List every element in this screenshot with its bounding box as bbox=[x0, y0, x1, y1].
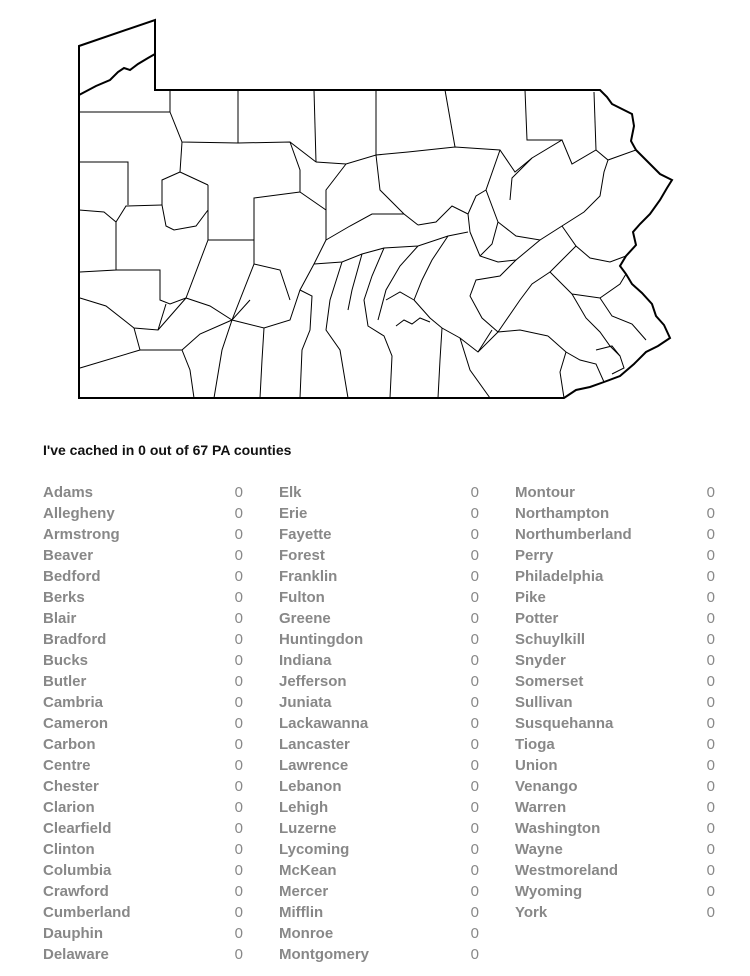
county-cache-count: 0 bbox=[706, 841, 715, 858]
cache-summary: I've cached in 0 out of 67 PA counties bbox=[43, 442, 292, 458]
county-name: Dauphin bbox=[43, 925, 103, 942]
county-name: Armstrong bbox=[43, 526, 120, 543]
county-cache-count: 0 bbox=[470, 610, 479, 627]
county-cache-count: 0 bbox=[470, 946, 479, 963]
county-cache-count: 0 bbox=[706, 904, 715, 921]
county-cache-count: 0 bbox=[706, 610, 715, 627]
county-row bbox=[43, 881, 243, 902]
county-name: Delaware bbox=[43, 946, 109, 963]
county-row bbox=[279, 650, 479, 671]
county-name: Elk bbox=[279, 484, 302, 501]
county-cache-count: 0 bbox=[234, 715, 243, 732]
county-name: Erie bbox=[279, 505, 308, 522]
county-row bbox=[279, 776, 479, 797]
county-cache-count: 0 bbox=[470, 694, 479, 711]
county-row bbox=[515, 881, 715, 902]
county-name: Butler bbox=[43, 673, 87, 690]
county-cache-count: 0 bbox=[234, 904, 243, 921]
county-cache-count: 0 bbox=[470, 568, 479, 585]
county-cache-count: 0 bbox=[470, 484, 479, 501]
county-cache-count: 0 bbox=[706, 568, 715, 585]
county-cache-count: 0 bbox=[234, 946, 243, 963]
county-row bbox=[279, 608, 479, 629]
county-cache-count: 0 bbox=[706, 820, 715, 837]
county-name: Schuylkill bbox=[515, 631, 586, 648]
county-name: Pike bbox=[515, 589, 546, 606]
county-row bbox=[279, 545, 479, 566]
county-row bbox=[43, 818, 243, 839]
county-row bbox=[43, 608, 243, 629]
county-row bbox=[279, 566, 479, 587]
county-cache-count: 0 bbox=[706, 631, 715, 648]
county-column-1 bbox=[43, 482, 243, 965]
county-row bbox=[279, 818, 479, 839]
county-name: Union bbox=[515, 757, 558, 774]
county-cache-count: 0 bbox=[706, 778, 715, 795]
county-name: Montgomery bbox=[279, 946, 369, 963]
county-cache-count: 0 bbox=[470, 673, 479, 690]
county-name: Perry bbox=[515, 547, 554, 564]
county-name: Lancaster bbox=[279, 736, 350, 753]
county-row bbox=[515, 818, 715, 839]
county-cache-count: 0 bbox=[234, 757, 243, 774]
state-outline bbox=[79, 20, 672, 398]
county-name: Centre bbox=[43, 757, 91, 774]
map-canvas bbox=[0, 0, 750, 420]
county-name: Mercer bbox=[279, 883, 329, 900]
county-row bbox=[515, 482, 715, 503]
county-name: Philadelphia bbox=[515, 568, 604, 585]
county-name: York bbox=[515, 904, 548, 921]
county-row bbox=[43, 671, 243, 692]
county-row bbox=[43, 587, 243, 608]
county-cache-count: 0 bbox=[234, 484, 243, 501]
county-name: Forest bbox=[279, 547, 325, 564]
county-row bbox=[515, 629, 715, 650]
county-cache-count: 0 bbox=[470, 820, 479, 837]
county-row bbox=[43, 545, 243, 566]
county-name: Northampton bbox=[515, 505, 610, 522]
county-name: Juniata bbox=[279, 694, 332, 711]
county-row bbox=[515, 839, 715, 860]
pennsylvania-county-map bbox=[0, 0, 750, 420]
county-cache-count: 0 bbox=[234, 736, 243, 753]
county-row bbox=[279, 587, 479, 608]
county-cache-count: 0 bbox=[470, 547, 479, 564]
county-row bbox=[279, 692, 479, 713]
county-row bbox=[43, 566, 243, 587]
county-name: Bedford bbox=[43, 568, 101, 585]
county-name: Somerset bbox=[515, 673, 584, 690]
county-cache-count: 0 bbox=[234, 925, 243, 942]
county-cache-count: 0 bbox=[234, 505, 243, 522]
county-cache-count: 0 bbox=[234, 862, 243, 879]
county-row bbox=[43, 503, 243, 524]
county-cache-count: 0 bbox=[234, 694, 243, 711]
county-row bbox=[43, 776, 243, 797]
county-row bbox=[515, 860, 715, 881]
county-name: Bradford bbox=[43, 631, 107, 648]
county-cache-count: 0 bbox=[470, 526, 479, 543]
county-name: Sullivan bbox=[515, 694, 573, 711]
county-row bbox=[515, 608, 715, 629]
county-row bbox=[515, 524, 715, 545]
county-name: Fulton bbox=[279, 589, 325, 606]
county-cache-count: 0 bbox=[470, 715, 479, 732]
county-name: Potter bbox=[515, 610, 559, 627]
county-row bbox=[279, 734, 479, 755]
county-column-3 bbox=[515, 482, 715, 923]
county-name: Lycoming bbox=[279, 841, 350, 858]
county-row bbox=[515, 545, 715, 566]
county-cache-count: 0 bbox=[234, 883, 243, 900]
county-name: Allegheny bbox=[43, 505, 115, 522]
county-row bbox=[515, 902, 715, 923]
county-row bbox=[515, 587, 715, 608]
county-row bbox=[43, 734, 243, 755]
county-row bbox=[279, 860, 479, 881]
county-row bbox=[279, 524, 479, 545]
county-name: Franklin bbox=[279, 568, 338, 585]
county-name: Montour bbox=[515, 484, 575, 501]
county-cache-count: 0 bbox=[234, 631, 243, 648]
county-row bbox=[515, 755, 715, 776]
county-row bbox=[279, 797, 479, 818]
county-cache-count: 0 bbox=[706, 757, 715, 774]
county-row bbox=[43, 860, 243, 881]
county-name: Cambria bbox=[43, 694, 104, 711]
county-name: Lehigh bbox=[279, 799, 329, 816]
county-name: Snyder bbox=[515, 652, 566, 669]
county-cache-count: 0 bbox=[706, 652, 715, 669]
county-cache-count: 0 bbox=[706, 505, 715, 522]
county-name: Warren bbox=[515, 799, 567, 816]
county-name: Venango bbox=[515, 778, 578, 795]
county-row bbox=[279, 503, 479, 524]
county-row bbox=[43, 524, 243, 545]
county-cache-count: 0 bbox=[234, 778, 243, 795]
county-row bbox=[43, 839, 243, 860]
county-name: Huntingdon bbox=[279, 631, 364, 648]
county-name: Carbon bbox=[43, 736, 96, 753]
county-name: Greene bbox=[279, 610, 331, 627]
county-name: Lebanon bbox=[279, 778, 342, 795]
county-name: Cameron bbox=[43, 715, 109, 732]
county-cache-count: 0 bbox=[470, 757, 479, 774]
county-name: Lackawanna bbox=[279, 715, 369, 732]
county-cache-count: 0 bbox=[706, 799, 715, 816]
county-row bbox=[515, 797, 715, 818]
county-row bbox=[43, 923, 243, 944]
county-row bbox=[279, 755, 479, 776]
county-row bbox=[279, 629, 479, 650]
county-name: Clearfield bbox=[43, 820, 112, 837]
county-row bbox=[515, 776, 715, 797]
county-name: Fayette bbox=[279, 526, 332, 543]
county-row bbox=[279, 671, 479, 692]
county-name: Berks bbox=[43, 589, 85, 606]
county-cache-count: 0 bbox=[234, 820, 243, 837]
county-cache-count: 0 bbox=[470, 652, 479, 669]
county-name: Tioga bbox=[515, 736, 555, 753]
county-row bbox=[43, 944, 243, 965]
county-row bbox=[43, 482, 243, 503]
county-cache-count: 0 bbox=[706, 862, 715, 879]
county-cache-count: 0 bbox=[706, 547, 715, 564]
county-name: Indiana bbox=[279, 652, 332, 669]
county-cache-count: 0 bbox=[706, 694, 715, 711]
county-name: Crawford bbox=[43, 883, 109, 900]
county-cache-count: 0 bbox=[706, 736, 715, 753]
county-row bbox=[279, 881, 479, 902]
county-name: Susquehanna bbox=[515, 715, 614, 732]
county-cache-count: 0 bbox=[706, 484, 715, 501]
county-cache-count: 0 bbox=[234, 568, 243, 585]
county-cache-count: 0 bbox=[470, 862, 479, 879]
county-name: Washington bbox=[515, 820, 601, 837]
county-row bbox=[515, 650, 715, 671]
county-cache-count: 0 bbox=[470, 925, 479, 942]
county-name: Chester bbox=[43, 778, 99, 795]
county-cache-count: 0 bbox=[470, 904, 479, 921]
county-row bbox=[43, 650, 243, 671]
county-row bbox=[279, 923, 479, 944]
county-cache-count: 0 bbox=[470, 505, 479, 522]
county-name: Westmoreland bbox=[515, 862, 619, 879]
county-cache-count: 0 bbox=[706, 883, 715, 900]
county-name: Lawrence bbox=[279, 757, 349, 774]
county-row bbox=[279, 713, 479, 734]
county-name: Wyoming bbox=[515, 883, 583, 900]
county-row bbox=[279, 944, 479, 965]
county-name: Luzerne bbox=[279, 820, 337, 837]
county-cache-count: 0 bbox=[706, 715, 715, 732]
county-row bbox=[515, 692, 715, 713]
county-cache-count: 0 bbox=[706, 589, 715, 606]
county-row bbox=[515, 671, 715, 692]
county-row bbox=[43, 902, 243, 923]
county-row bbox=[43, 797, 243, 818]
county-cache-count: 0 bbox=[470, 631, 479, 648]
county-cache-count: 0 bbox=[234, 799, 243, 816]
county-cache-count: 0 bbox=[706, 526, 715, 543]
county-name: Blair bbox=[43, 610, 77, 627]
county-cache-count: 0 bbox=[234, 547, 243, 564]
county-name: McKean bbox=[279, 862, 337, 879]
county-column-2 bbox=[279, 482, 479, 965]
county-cache-count: 0 bbox=[470, 883, 479, 900]
county-row bbox=[43, 629, 243, 650]
county-name: Cumberland bbox=[43, 904, 131, 921]
county-cache-count: 0 bbox=[234, 526, 243, 543]
county-name: Clinton bbox=[43, 841, 95, 858]
county-name: Monroe bbox=[279, 925, 334, 942]
county-name: Mifflin bbox=[279, 904, 324, 921]
county-cache-count: 0 bbox=[470, 736, 479, 753]
county-name: Jefferson bbox=[279, 673, 347, 690]
county-cache-count: 0 bbox=[470, 778, 479, 795]
county-row bbox=[515, 566, 715, 587]
county-cache-count: 0 bbox=[470, 841, 479, 858]
county-row bbox=[279, 482, 479, 503]
county-name: Bucks bbox=[43, 652, 89, 669]
county-row bbox=[43, 713, 243, 734]
county-cache-count: 0 bbox=[234, 841, 243, 858]
county-row bbox=[515, 713, 715, 734]
county-cache-count: 0 bbox=[234, 610, 243, 627]
county-row bbox=[279, 902, 479, 923]
county-name: Clarion bbox=[43, 799, 95, 816]
county-name: Beaver bbox=[43, 547, 94, 564]
county-name: Columbia bbox=[43, 862, 112, 879]
county-cache-count: 0 bbox=[470, 589, 479, 606]
county-cache-count: 0 bbox=[234, 652, 243, 669]
county-cache-count: 0 bbox=[470, 799, 479, 816]
county-cache-count: 0 bbox=[234, 673, 243, 690]
county-row bbox=[515, 503, 715, 524]
county-name: Northumberland bbox=[515, 526, 632, 543]
county-row bbox=[43, 692, 243, 713]
county-row bbox=[515, 734, 715, 755]
county-name: Wayne bbox=[515, 841, 563, 858]
county-row bbox=[43, 755, 243, 776]
county-name: Adams bbox=[43, 484, 94, 501]
county-cache-count: 0 bbox=[234, 589, 243, 606]
county-cache-count: 0 bbox=[706, 673, 715, 690]
county-row bbox=[279, 839, 479, 860]
